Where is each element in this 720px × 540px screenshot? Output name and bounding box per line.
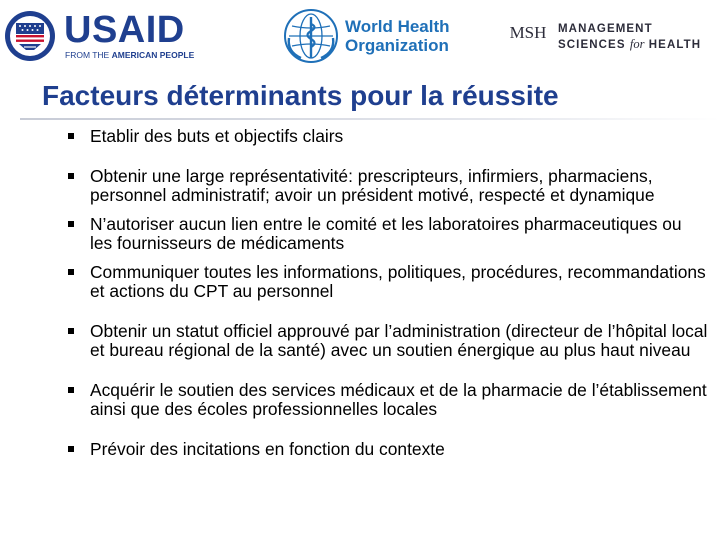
who-logo: [283, 8, 453, 64]
bullet-text: Obtenir une large représentativité: prescripteurs, infirmiers, pharmaciens, personnel administratif; avoir un président motivé, respecté et dynamique: [90, 165, 655, 205]
who-name: [345, 17, 450, 55]
bullet-item: [68, 263, 708, 302]
bullet-text: Obtenir un statut officiel approuvé par l’administration (directeur de l’hôpital local et bureau régional de la santé) avec un soutien énergique au plus haut niveau: [90, 320, 708, 360]
bullet-item: [68, 322, 708, 361]
slide-title: Facteurs déterminants pour la réussite: [42, 80, 559, 111]
bullet-item: [68, 167, 708, 206]
logo-bar: [0, 0, 720, 72]
bullet-item: [68, 440, 708, 460]
square-bullet-icon: [68, 221, 74, 227]
usaid-logo: [4, 10, 204, 60]
bullet-list: [68, 127, 708, 459]
bullet-text: Communiquer toutes les informations, politiques, procédures, recommandations et actions du CPT au personnel: [90, 261, 706, 301]
who-name-line1: World Health: [345, 17, 450, 36]
msh-name-line1: MANAGEMENT: [558, 23, 653, 35]
bullet-item: [68, 381, 708, 420]
bullet-text: Prévoir des incitations en fonction du contexte: [90, 438, 445, 459]
msh-logo: [508, 14, 718, 54]
msh-mark-icon: [508, 14, 548, 50]
msh-mark-text: MSH: [509, 23, 547, 42]
who-name-line2: Organization: [345, 36, 449, 55]
title-divider: [20, 118, 720, 120]
msh-name-line2: SCIENCES for HEALTH: [558, 37, 702, 51]
usaid-seal-icon: [4, 10, 56, 62]
who-emblem-icon: [283, 8, 339, 64]
bullet-item: [68, 127, 708, 147]
bullet-item: [68, 215, 708, 254]
bullet-text: Acquérir le soutien des services médicaux et de la pharmacie de l’établissement ainsi que des écoles professionnelles locales: [90, 379, 707, 419]
square-bullet-icon: [68, 328, 74, 334]
square-bullet-icon: [68, 173, 74, 179]
square-bullet-icon: [68, 269, 74, 275]
usaid-wordmark: USAID: [64, 9, 185, 51]
bullet-text: N’autoriser aucun lien entre le comité et les laboratoires pharmaceutiques ou les fournisseurs de médicaments: [90, 213, 682, 253]
usaid-subtitle: FROM THE AMERICAN PEOPLE: [65, 50, 195, 60]
square-bullet-icon: [68, 446, 74, 452]
square-bullet-icon: [68, 133, 74, 139]
bullet-text: Etablir des buts et objectifs clairs: [90, 126, 344, 146]
square-bullet-icon: [68, 387, 74, 393]
msh-name: [558, 22, 701, 53]
